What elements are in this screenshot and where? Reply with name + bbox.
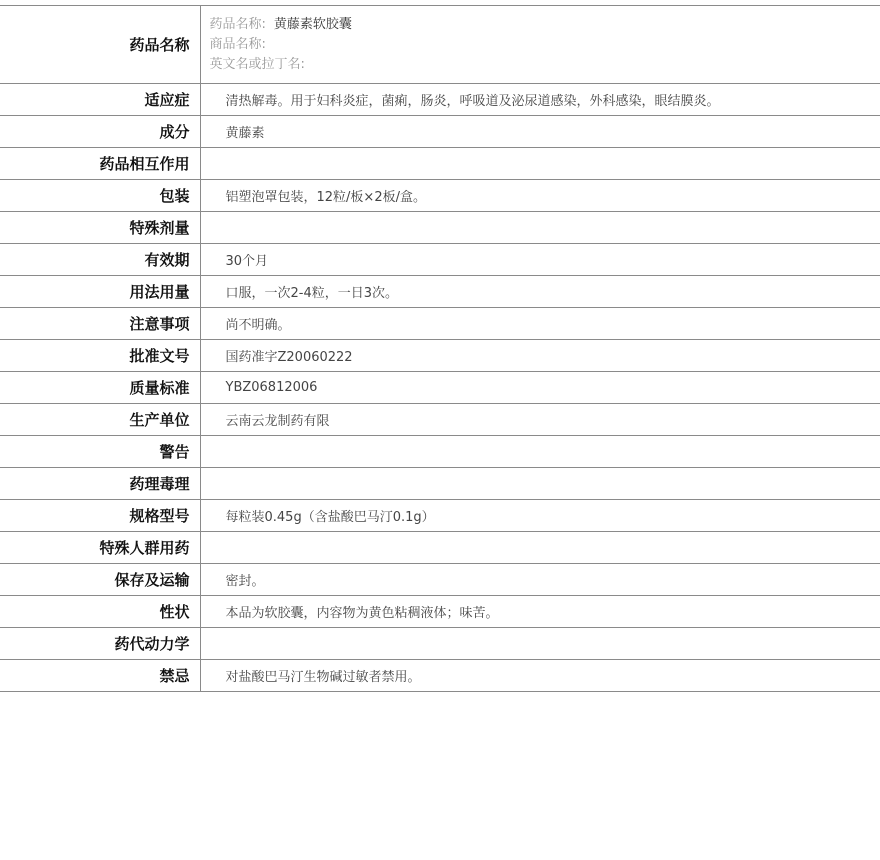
trade-name-key: 商品名称: (209, 36, 266, 52)
row-value: 铝塑泡罩包装，12粒/板×2板/盒。 (200, 180, 880, 212)
row-label: 保存及运输 (0, 564, 200, 596)
row-label: 注意事项 (0, 308, 200, 340)
table-row (0, 244, 880, 276)
table-row (0, 436, 880, 468)
row-value: 尚不明确。 (200, 308, 880, 340)
table-row (0, 404, 880, 436)
row-value: 云南云龙制药有限 (200, 404, 880, 436)
row-label: 批准文号 (0, 340, 200, 372)
row-value: 口服，一次2-4粒，一日3次。 (200, 276, 880, 308)
row-label: 生产单位 (0, 404, 200, 436)
table-row (0, 276, 880, 308)
row-value: 国药准字Z20060222 (200, 340, 880, 372)
row-value (200, 532, 880, 564)
row-label: 质量标准 (0, 372, 200, 404)
english-name-key: 英文名或拉丁名: (209, 56, 305, 72)
table-row (0, 340, 880, 372)
row-label: 规格型号 (0, 500, 200, 532)
english-name-line (210, 55, 880, 75)
table-row (0, 660, 880, 692)
trade-name-line (210, 35, 880, 55)
row-value: YBZ06812006 (200, 372, 880, 404)
table-row (0, 308, 880, 340)
row-value (200, 436, 880, 468)
row-value (200, 212, 880, 244)
row-value (200, 628, 880, 660)
row-value: 每粒装0.45g（含盐酸巴马汀0.1g） (200, 500, 880, 532)
row-label: 药理毒理 (0, 468, 200, 500)
drug-name-block (201, 15, 880, 75)
drug-spec-table (0, 5, 880, 692)
table-row (0, 372, 880, 404)
table-row-drug-name (0, 6, 880, 84)
row-value (200, 148, 880, 180)
row-value: 对盐酸巴马汀生物碱过敏者禁用。 (200, 660, 880, 692)
row-value: 30个月 (200, 244, 880, 276)
row-value: 本品为软胶囊，内容物为黄色粘稠液体；味苦。 (200, 596, 880, 628)
table-row (0, 180, 880, 212)
row-value: 密封。 (200, 564, 880, 596)
table-row (0, 212, 880, 244)
table-row (0, 628, 880, 660)
generic-name-value: 黄藤素软胶囊 (273, 16, 352, 32)
row-label: 警告 (0, 436, 200, 468)
table-row (0, 148, 880, 180)
row-value: 清热解毒。用于妇科炎症，菌痢，肠炎，呼吸道及泌尿道感染，外科感染，眼结膜炎。 (200, 84, 880, 116)
table-row (0, 84, 880, 116)
table-row (0, 468, 880, 500)
table-row (0, 564, 880, 596)
row-label: 药品相互作用 (0, 148, 200, 180)
table-row (0, 596, 880, 628)
drug-name-cell (200, 6, 880, 84)
row-label: 药品名称 (0, 6, 200, 84)
generic-name-line (210, 15, 880, 35)
row-label: 成分 (0, 116, 200, 148)
row-label: 禁忌 (0, 660, 200, 692)
table-row (0, 532, 880, 564)
row-label: 用法用量 (0, 276, 200, 308)
row-label: 包装 (0, 180, 200, 212)
table-row (0, 500, 880, 532)
row-label: 特殊剂量 (0, 212, 200, 244)
row-value (200, 468, 880, 500)
row-label: 有效期 (0, 244, 200, 276)
generic-name-key: 药品名称: (209, 16, 266, 32)
row-value: 黄藤素 (200, 116, 880, 148)
row-label: 适应症 (0, 84, 200, 116)
row-label: 药代动力学 (0, 628, 200, 660)
row-label: 特殊人群用药 (0, 532, 200, 564)
row-label: 性状 (0, 596, 200, 628)
table-row (0, 116, 880, 148)
